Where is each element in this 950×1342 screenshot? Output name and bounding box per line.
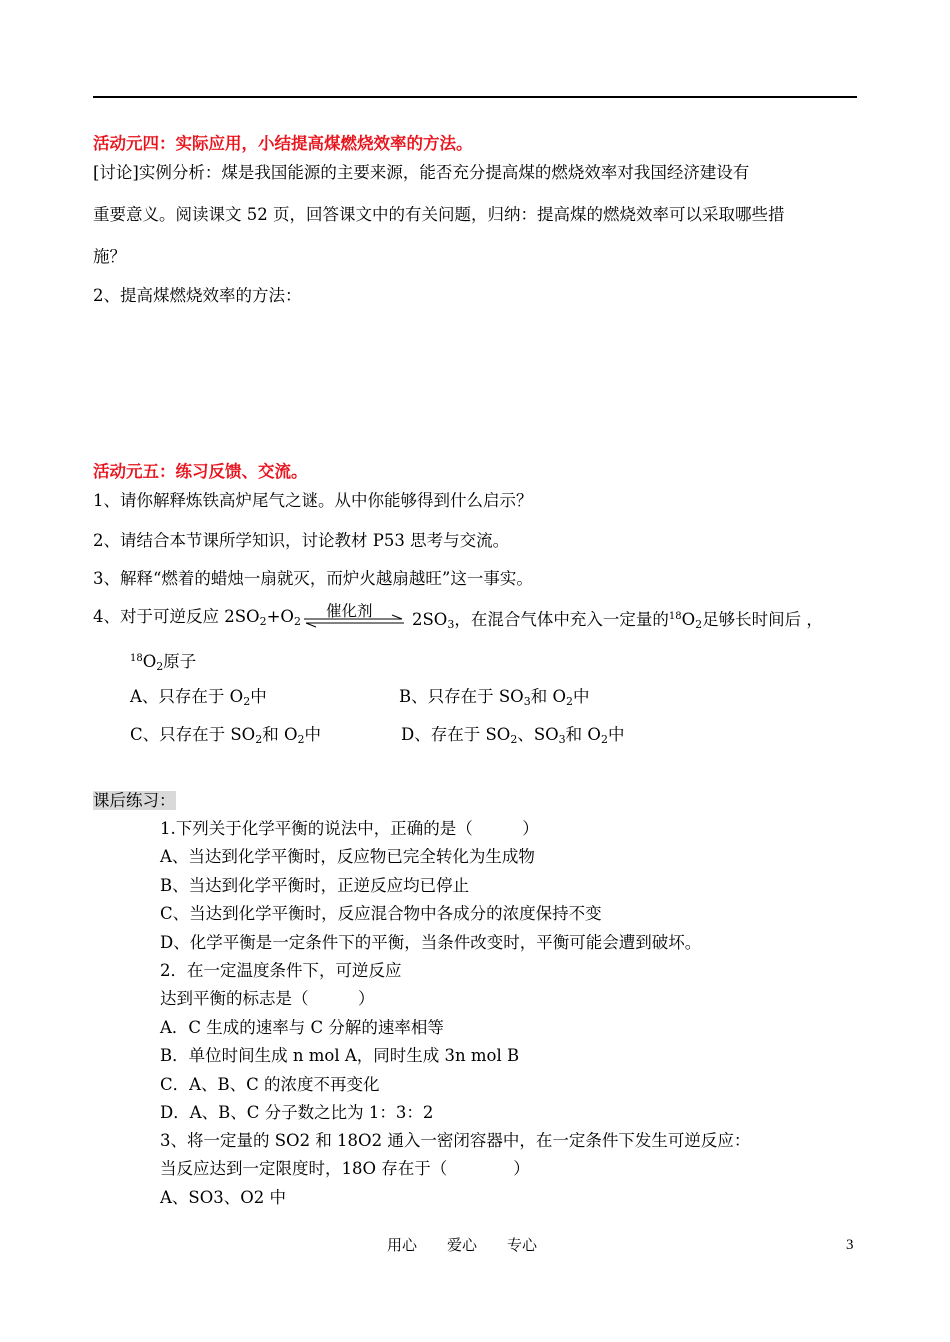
catalyst-label: 催化剂 [326,602,373,620]
q4-sub3: 3 [447,618,455,631]
q4-product: 2SO [412,610,448,629]
option-b-text: B、只存在于 SO [399,687,524,706]
equilibrium-arrow-icon [302,602,406,628]
hw-q2-option-b: B．单位时间生成 n mol A，同时生成 3n mol B [160,1046,520,1065]
q4-iso-mass: 18 [668,611,682,622]
option-c-sub1: 2 [255,733,263,746]
q4-rest: ，在混合气体中充入一定量的 [454,610,669,629]
question-1: 1、请你解释炼铁高炉尾气之谜。从中你能够得到什么启示？ [93,491,533,510]
homework-title-text: 课后练习： [93,791,176,810]
hw-q1-option-a: A、当达到化学平衡时，反应物已完全转化为生成物 [160,847,535,866]
discussion-line-2: 重要意义。阅读课文 52 页，回答课文中的有关问题，归纳：提高煤的燃烧效率可以采取哪些措 [93,205,785,224]
option-b-mid: 和 O [530,687,566,706]
hw-q2-option-d: D．A、B、C 分子数之比为 1：3：2 [160,1103,434,1122]
q4-l2-sub: 2 [156,660,164,673]
hw-question-2: 2．在一定温度条件下，可逆反应 [160,961,402,980]
option-a-text: A、只存在于 O [130,687,244,706]
option-b-end: 中 [572,687,590,706]
hw-q2-option-c: C．A、B、C 的浓度不再变化 [160,1075,380,1094]
hw-q1-option-c: C、当达到化学平衡时，反应混合物中各成分的浓度保持不变 [160,904,602,923]
coal-method-item: 2、提高煤燃烧效率的方法： [93,286,302,305]
hw-question-1: 1.下列关于化学平衡的说法中，正确的是（ ） [160,819,539,838]
option-d-end: 中 [607,725,625,744]
option-d-mid2: 和 O [565,725,601,744]
header-rule [93,96,857,98]
question-4-left [93,606,301,633]
hw-q2-option-a: A．C 生成的速率与 C 分解的速率相等 [160,1018,444,1037]
hw-question-2b: 达到平衡的标志是（ ） [160,989,375,1008]
q4-l2-text: 原子 [163,652,197,671]
q4-l2-el: O [142,652,157,671]
discussion-line-3: 施？ [93,247,126,266]
option-c-sub2: 2 [297,733,305,746]
option-c-text: C、只存在于 SO [130,725,256,744]
option-d [401,724,624,751]
option-c-end: 中 [304,725,321,744]
page-number: 3 [846,1237,854,1253]
question-2: 2、请结合本节课所学知识，讨论教材 P53 思考与交流。 [93,531,510,550]
q4-iso-el: O [681,610,696,629]
question-3: 3、解释“燃着的蜡烛一扇就灭，而炉火越扇越旺”这一事实。 [93,569,533,588]
q4-sub2: 2 [293,615,301,628]
option-c-mid: 和 O [262,725,298,744]
option-d-text: D、存在于 SO [401,725,511,744]
hw-q1-option-b: B、当达到化学平衡时，正逆反应均已停止 [160,876,470,895]
question-4-line2 [130,648,196,678]
hw-q3-option-a: A、SO3、O2 中 [160,1188,287,1207]
homework-title [93,790,176,812]
q4-prefix: 4、对于可逆反应 2SO [93,607,260,626]
q4-sub1: 2 [259,615,267,628]
footer-motto: 用心 爱心 专心 [387,1236,538,1254]
option-b-sub1: 3 [523,695,531,708]
hw-question-3b: 当反应达到一定限度时，18O 存在于（ ） [160,1159,530,1178]
option-d-sub2: 3 [558,733,566,746]
option-c [130,724,321,751]
hw-question-3: 3、将一定量的 SO2 和 18O2 通入一密闭容器中，在一定条件下发生可逆反应： [160,1131,751,1150]
hw-q1-option-d: D、化学平衡是一定条件下的平衡，当条件改变时，平衡可能会遭到破坏。 [160,933,702,952]
option-b [399,686,589,713]
option-d-sub3: 2 [600,733,608,746]
option-b-sub2: 2 [565,695,573,708]
option-d-mid1: 、SO [517,725,559,744]
section4-title: 活动元四：实际应用，小结提高煤燃烧效率的方法。 [93,134,473,153]
option-d-sub1: 2 [510,733,518,746]
q4-l2-mass: 18 [130,653,143,664]
catalyst-arrow [302,602,406,628]
option-a [130,686,267,713]
option-a-end: 中 [250,687,267,706]
section5-title: 活动元五：练习反馈、交流。 [93,462,308,481]
q4-plus: +O [266,607,294,626]
q4-iso-sub: 2 [695,618,703,631]
question-4-right [412,606,823,636]
option-a-sub: 2 [243,695,251,708]
q4-end: 足够长时间后 ， [702,610,823,629]
discussion-line-1: [讨论]实例分析：煤是我国能源的主要来源，能否充分提高煤的燃烧效率对我国经济建设有 [93,163,750,182]
